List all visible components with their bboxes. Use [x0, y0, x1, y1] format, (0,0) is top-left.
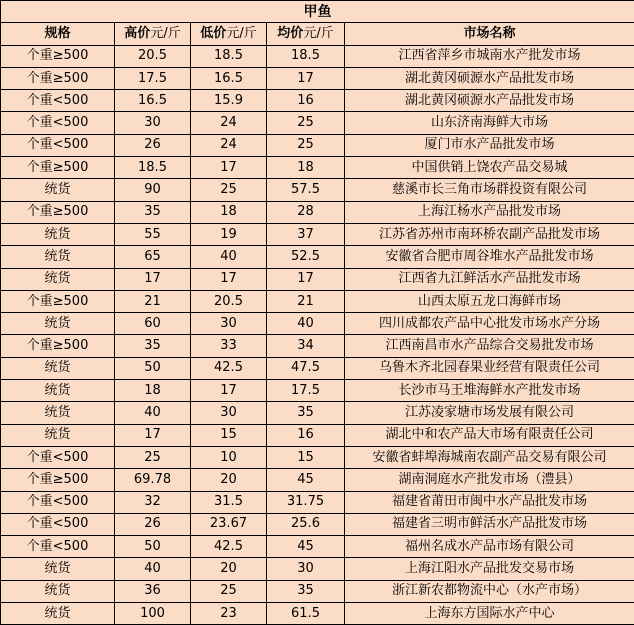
- cell-spec: 统货: [1, 558, 115, 580]
- header-high-unit: 元/斤: [150, 26, 180, 41]
- cell-market-name: 浙江新农都物流中心（水产市场）: [345, 580, 634, 602]
- cell-low-price: 18.5: [191, 45, 267, 67]
- header-high: [115, 23, 191, 45]
- cell-spec: 统货: [1, 268, 115, 290]
- cell-low-price: 31.5: [191, 491, 267, 513]
- cell-low-price: 19: [191, 223, 267, 245]
- table-row: [1, 357, 634, 379]
- cell-low-price: 42.5: [191, 536, 267, 558]
- cell-low-price: 17: [191, 380, 267, 402]
- cell-low-price: 24: [191, 112, 267, 134]
- cell-spec: 统货: [1, 313, 115, 335]
- cell-low-price: 15.9: [191, 90, 267, 112]
- cell-low-price: 30: [191, 402, 267, 424]
- cell-avg-price: 57.5: [267, 179, 345, 201]
- cell-spec: 个重<500: [1, 446, 115, 468]
- cell-low-price: 23: [191, 603, 267, 625]
- cell-high-price: 60: [115, 313, 191, 335]
- cell-avg-price: 16: [267, 424, 345, 446]
- cell-spec: 统货: [1, 402, 115, 424]
- header-market: 市场名称: [345, 23, 634, 45]
- cell-market-name: 乌鲁木齐北园春果业经营有限责任公司: [345, 357, 634, 379]
- table-row: [1, 446, 634, 468]
- cell-avg-price: 47.5: [267, 357, 345, 379]
- cell-high-price: 17.5: [115, 67, 191, 89]
- cell-high-price: 40: [115, 402, 191, 424]
- table-row: [1, 424, 634, 446]
- table-row: [1, 380, 634, 402]
- cell-avg-price: 40: [267, 313, 345, 335]
- cell-high-price: 16.5: [115, 90, 191, 112]
- cell-high-price: 100: [115, 603, 191, 625]
- cell-high-price: 25: [115, 446, 191, 468]
- cell-low-price: 17: [191, 268, 267, 290]
- table-title: 甲鱼: [1, 1, 634, 23]
- cell-avg-price: 17.5: [267, 380, 345, 402]
- table-row: [1, 45, 634, 67]
- cell-spec: 统货: [1, 357, 115, 379]
- cell-high-price: 40: [115, 558, 191, 580]
- cell-low-price: 16.5: [191, 67, 267, 89]
- cell-market-name: 湖南洞庭水产批发市场（澧县）: [345, 469, 634, 491]
- cell-low-price: 40: [191, 246, 267, 268]
- cell-low-price: 25: [191, 179, 267, 201]
- header-avg-label: 均价: [277, 26, 303, 41]
- cell-avg-price: 18.5: [267, 45, 345, 67]
- cell-avg-price: 34: [267, 335, 345, 357]
- cell-avg-price: 45: [267, 536, 345, 558]
- cell-spec: 个重≥500: [1, 45, 115, 67]
- cell-low-price: 15: [191, 424, 267, 446]
- cell-spec: 个重≥500: [1, 469, 115, 491]
- cell-avg-price: 35: [267, 402, 345, 424]
- table-row: [1, 335, 634, 357]
- cell-low-price: 17: [191, 157, 267, 179]
- header-low-label: 低价: [200, 26, 226, 41]
- table-row: [1, 268, 634, 290]
- cell-avg-price: 18: [267, 157, 345, 179]
- header-row: [1, 23, 634, 45]
- cell-low-price: 24: [191, 134, 267, 156]
- table-row: [1, 603, 634, 625]
- cell-spec: 个重<500: [1, 491, 115, 513]
- cell-high-price: 18: [115, 380, 191, 402]
- table-row: [1, 201, 634, 223]
- cell-high-price: 35: [115, 335, 191, 357]
- cell-high-price: 30: [115, 112, 191, 134]
- cell-high-price: 55: [115, 223, 191, 245]
- cell-avg-price: 25.6: [267, 513, 345, 535]
- cell-spec: 个重≥500: [1, 201, 115, 223]
- cell-market-name: 上海江阳水产品批发交易市场: [345, 558, 634, 580]
- header-spec: 规格: [1, 23, 115, 45]
- cell-high-price: 26: [115, 134, 191, 156]
- cell-high-price: 65: [115, 246, 191, 268]
- cell-low-price: 23.67: [191, 513, 267, 535]
- table-row: [1, 134, 634, 156]
- cell-market-name: 湖北中和农产品大市场有限责任公司: [345, 424, 634, 446]
- cell-spec: 统货: [1, 246, 115, 268]
- cell-avg-price: 15: [267, 446, 345, 468]
- cell-low-price: 20: [191, 558, 267, 580]
- cell-avg-price: 17: [267, 67, 345, 89]
- cell-spec: 个重<500: [1, 90, 115, 112]
- table-row: [1, 536, 634, 558]
- table-body: [1, 45, 634, 625]
- cell-avg-price: 25: [267, 134, 345, 156]
- header-avg: [267, 23, 345, 45]
- cell-spec: 统货: [1, 603, 115, 625]
- header-high-label: 高价: [124, 26, 150, 41]
- cell-low-price: 10: [191, 446, 267, 468]
- table-row: [1, 67, 634, 89]
- cell-avg-price: 52.5: [267, 246, 345, 268]
- cell-high-price: 69.78: [115, 469, 191, 491]
- table-row: [1, 246, 634, 268]
- cell-low-price: 33: [191, 335, 267, 357]
- cell-market-name: 山东济南海鲜大市场: [345, 112, 634, 134]
- cell-market-name: 江西省九江鲜活水产品批发市场: [345, 268, 634, 290]
- cell-low-price: 25: [191, 580, 267, 602]
- cell-low-price: 30: [191, 313, 267, 335]
- table-row: [1, 90, 634, 112]
- cell-low-price: 20.5: [191, 290, 267, 312]
- cell-spec: 统货: [1, 424, 115, 446]
- cell-spec: 统货: [1, 380, 115, 402]
- table-row: [1, 313, 634, 335]
- cell-spec: 统货: [1, 580, 115, 602]
- cell-market-name: 福州名成水产品市场有限公司: [345, 536, 634, 558]
- table-row: [1, 402, 634, 424]
- cell-spec: 个重<500: [1, 134, 115, 156]
- cell-market-name: 厦门市水产品批发市场: [345, 134, 634, 156]
- header-low-unit: 元/斤: [226, 26, 256, 41]
- cell-market-name: 湖北黄冈硕源水产品批发市场: [345, 90, 634, 112]
- table-row: [1, 112, 634, 134]
- cell-market-name: 四川成都农产品中心批发市场水产分场: [345, 313, 634, 335]
- cell-market-name: 江苏省苏州市南环桥农副产品批发市场: [345, 223, 634, 245]
- cell-avg-price: 31.75: [267, 491, 345, 513]
- table-row: [1, 513, 634, 535]
- table-row: [1, 580, 634, 602]
- table-row: [1, 558, 634, 580]
- cell-high-price: 36: [115, 580, 191, 602]
- table-row: [1, 469, 634, 491]
- cell-avg-price: 37: [267, 223, 345, 245]
- table-row: [1, 223, 634, 245]
- cell-market-name: 福建省三明市鲜活水产品批发市场: [345, 513, 634, 535]
- cell-high-price: 18.5: [115, 157, 191, 179]
- cell-market-name: 江西省萍乡市城南水产批发市场: [345, 45, 634, 67]
- cell-spec: 个重≥500: [1, 157, 115, 179]
- cell-low-price: 20: [191, 469, 267, 491]
- cell-high-price: 35: [115, 201, 191, 223]
- cell-spec: 个重<500: [1, 112, 115, 134]
- cell-market-name: 山西太原五龙口海鲜市场: [345, 290, 634, 312]
- cell-high-price: 50: [115, 536, 191, 558]
- cell-avg-price: 21: [267, 290, 345, 312]
- cell-avg-price: 45: [267, 469, 345, 491]
- cell-avg-price: 61.5: [267, 603, 345, 625]
- cell-high-price: 17: [115, 424, 191, 446]
- cell-market-name: 上海东方国际水产中心: [345, 603, 634, 625]
- cell-low-price: 18: [191, 201, 267, 223]
- cell-high-price: 17: [115, 268, 191, 290]
- header-avg-unit: 元/斤: [303, 26, 333, 41]
- cell-avg-price: 30: [267, 558, 345, 580]
- title-row: [1, 1, 634, 23]
- cell-avg-price: 25: [267, 112, 345, 134]
- table-row: [1, 290, 634, 312]
- cell-high-price: 50: [115, 357, 191, 379]
- cell-market-name: 福建省莆田市闽中水产品批发市场: [345, 491, 634, 513]
- cell-avg-price: 17: [267, 268, 345, 290]
- cell-market-name: 上海江杨水产品批发市场: [345, 201, 634, 223]
- table-row: [1, 491, 634, 513]
- table-row: [1, 157, 634, 179]
- cell-market-name: 中国供销上饶农产品交易城: [345, 157, 634, 179]
- cell-market-name: 安徽省合肥市周谷堆水产品批发市场: [345, 246, 634, 268]
- cell-spec: 个重≥500: [1, 67, 115, 89]
- cell-spec: 个重≥500: [1, 335, 115, 357]
- cell-market-name: 长沙市马王堆海鲜水产批发市场: [345, 380, 634, 402]
- cell-high-price: 26: [115, 513, 191, 535]
- cell-spec: 个重<500: [1, 536, 115, 558]
- cell-low-price: 42.5: [191, 357, 267, 379]
- cell-avg-price: 28: [267, 201, 345, 223]
- cell-market-name: 慈溪市长三角市场群投资有限公司: [345, 179, 634, 201]
- cell-spec: 统货: [1, 223, 115, 245]
- cell-avg-price: 35: [267, 580, 345, 602]
- table-row: [1, 179, 634, 201]
- cell-market-name: 江西南昌市水产品综合交易批发市场: [345, 335, 634, 357]
- cell-high-price: 21: [115, 290, 191, 312]
- cell-spec: 个重<500: [1, 513, 115, 535]
- cell-market-name: 江苏凌家塘市场发展有限公司: [345, 402, 634, 424]
- cell-market-name: 湖北黄冈硕源水产品批发市场: [345, 67, 634, 89]
- header-low: [191, 23, 267, 45]
- cell-high-price: 32: [115, 491, 191, 513]
- cell-high-price: 90: [115, 179, 191, 201]
- cell-avg-price: 16: [267, 90, 345, 112]
- cell-spec: 个重≥500: [1, 290, 115, 312]
- cell-market-name: 安徽省蚌埠海城南农副产品交易有限公司: [345, 446, 634, 468]
- cell-spec: 统货: [1, 179, 115, 201]
- cell-high-price: 20.5: [115, 45, 191, 67]
